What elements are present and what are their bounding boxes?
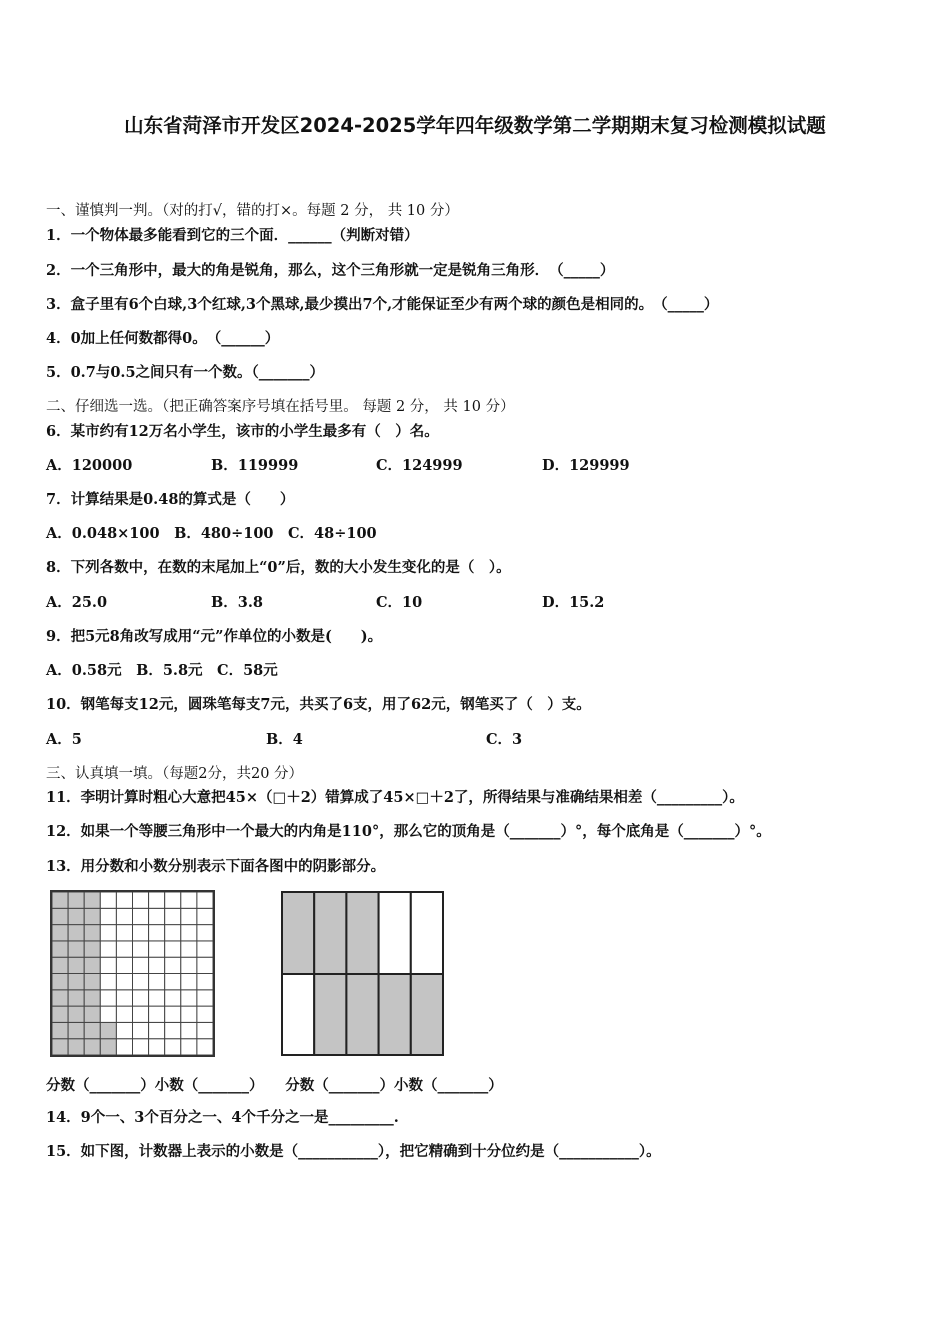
grid-cell-shaded: [84, 974, 100, 990]
grid-cell: [116, 974, 132, 990]
section3-header: 三、认真填一填。（每题2分，共20 分）: [46, 766, 304, 782]
grid-cell: [133, 1022, 149, 1038]
question-7: 7．计算结果是0.48的算式是（ ）: [46, 491, 295, 508]
grid-cell: [181, 1022, 197, 1038]
grid-cell-shaded: [100, 1022, 116, 1038]
grid-cell-shaded: [84, 925, 100, 941]
grid-cell-shaded: [100, 1039, 116, 1055]
grid-cell: [133, 974, 149, 990]
grid-cell: [133, 892, 149, 908]
ten-part-rectangle-figure: [280, 890, 445, 1057]
q13-answer-blanks: 分数（_______）小数（_______） 分数（_______）小数（_______）: [46, 1077, 503, 1094]
grid-cell-shaded: [52, 925, 68, 941]
grid-cell: [149, 892, 165, 908]
rect-part-shaded: [379, 974, 411, 1055]
rect-part-shaded: [346, 974, 378, 1055]
grid-cell: [165, 925, 181, 941]
question-10: 10．钢笔每支12元，圆珠笔每支7元，共买了6支，用了62元，钢笔买了（ ）支。: [46, 696, 591, 713]
grid-cell-shaded: [52, 957, 68, 973]
grid-cell: [133, 925, 149, 941]
question-6: 6．某市约有12万名小学生，该市的小学生最多有（ ）名。: [46, 423, 439, 440]
grid-cell: [149, 908, 165, 924]
q6-option-b: B．119999: [211, 457, 299, 474]
q8-option-c: C．10: [376, 594, 423, 611]
grid-cell-shaded: [84, 990, 100, 1006]
grid-cell-shaded: [68, 957, 84, 973]
grid-cell: [181, 892, 197, 908]
grid-cell: [133, 941, 149, 957]
grid-cell: [100, 925, 116, 941]
grid-cell: [149, 925, 165, 941]
grid-cell: [197, 990, 213, 1006]
grid-cell-shaded: [52, 941, 68, 957]
grid-cell: [149, 1022, 165, 1038]
grid-cell: [197, 941, 213, 957]
grid-cell: [181, 908, 197, 924]
question-3: 3．盒子里有6个白球,3个红球,3个黑球,最少摸出7个,才能保证至少有两个球的颜色是相同的。 （_____）: [46, 296, 719, 313]
grid-cell-shaded: [68, 1022, 84, 1038]
question-1: 1．一个物体最多能看到它的三个面．______（判断对错）: [46, 227, 419, 244]
grid-cell-shaded: [52, 1006, 68, 1022]
grid-cell: [116, 1022, 132, 1038]
grid-cell: [149, 941, 165, 957]
grid-cell-shaded: [68, 941, 84, 957]
rect-part: [411, 892, 443, 974]
grid-cell: [149, 1039, 165, 1055]
question-8: 8．下列各数中，在数的末尾加上“0”后，数的大小发生变化的是（ ）。: [46, 559, 511, 576]
q6-option-a: A．120000: [46, 457, 133, 474]
grid-cell: [197, 1039, 213, 1055]
grid-cell: [100, 941, 116, 957]
grid-cell: [165, 1022, 181, 1038]
grid-cell: [100, 908, 116, 924]
grid-cell: [197, 1022, 213, 1038]
grid-cell: [165, 892, 181, 908]
grid-cell: [133, 957, 149, 973]
grid-cell: [149, 957, 165, 973]
grid-cell: [165, 908, 181, 924]
grid-cell-shaded: [84, 957, 100, 973]
grid-cell-shaded: [84, 1006, 100, 1022]
grid-cell: [165, 1006, 181, 1022]
grid-cell: [181, 974, 197, 990]
grid-cell-shaded: [68, 925, 84, 941]
grid-cell: [149, 990, 165, 1006]
grid-cell-shaded: [84, 1022, 100, 1038]
hundred-grid-svg: [52, 892, 213, 1055]
grid-cell-shaded: [84, 941, 100, 957]
q7-options: A．0.048×100 B．480÷100 C．48÷100: [46, 525, 377, 542]
grid-cell: [197, 925, 213, 941]
ten-part-rectangle-svg: [280, 890, 445, 1057]
rect-part-shaded: [314, 974, 346, 1055]
question-11: 11．李明计算时粗心大意把45×（□＋2）错算成了45×□＋2了，所得结果与准确结果相差（_________）。: [46, 789, 744, 806]
grid-cell: [116, 941, 132, 957]
grid-cell: [116, 957, 132, 973]
grid-cell: [181, 990, 197, 1006]
grid-cell-shaded: [52, 1022, 68, 1038]
grid-cell: [133, 990, 149, 1006]
grid-cell: [197, 957, 213, 973]
section1-header: 一、谨慎判一判。（对的打√，错的打×。每题 2 分， 共 10 分）: [46, 203, 459, 219]
grid-cell: [100, 974, 116, 990]
rect-part: [282, 974, 314, 1055]
grid-cell-shaded: [52, 990, 68, 1006]
grid-cell: [197, 1006, 213, 1022]
section2-header: 二、仔细选一选。（把正确答案序号填在括号里。 每题 2 分， 共 10 分）: [46, 399, 515, 415]
question-15: 15．如下图，计数器上表示的小数是（___________），把它精确到十分位约是（___________）。: [46, 1143, 661, 1160]
question-13: 13．用分数和小数分别表示下面各图中的阴影部分。: [46, 858, 386, 875]
grid-cell: [116, 908, 132, 924]
question-14: 14．9个一、3个百分之一、4个千分之一是_________.: [46, 1109, 399, 1126]
grid-cell-shaded: [84, 908, 100, 924]
grid-cell: [181, 925, 197, 941]
grid-cell-shaded: [68, 1039, 84, 1055]
grid-cell-shaded: [84, 892, 100, 908]
grid-cell: [197, 974, 213, 990]
grid-cell: [181, 1039, 197, 1055]
grid-cell: [165, 957, 181, 973]
grid-cell: [181, 1006, 197, 1022]
rect-part-shaded: [282, 892, 314, 974]
rect-part-shaded: [314, 892, 346, 974]
question-12: 12．如果一个等腰三角形中一个最大的内角是110°，那么它的顶角是（_______）°，每个底角是（_______）°。: [46, 823, 771, 840]
q8-option-d: D．15.2: [542, 594, 605, 611]
grid-cell: [100, 892, 116, 908]
grid-cell: [116, 1006, 132, 1022]
grid-cell: [116, 1039, 132, 1055]
q10-option-a: A．5: [46, 731, 82, 748]
q6-option-c: C．124999: [376, 457, 463, 474]
q10-option-c: C．3: [486, 731, 523, 748]
grid-cell-shaded: [68, 908, 84, 924]
grid-cell-shaded: [68, 990, 84, 1006]
q6-option-d: D．129999: [542, 457, 630, 474]
grid-cell: [165, 974, 181, 990]
q8-option-b: B．3.8: [211, 594, 263, 611]
grid-cell-shaded: [84, 1039, 100, 1055]
grid-cell: [116, 892, 132, 908]
grid-cell: [165, 1039, 181, 1055]
q8-option-a: A．25.0: [46, 594, 108, 611]
page-title: 山东省菏泽市开发区2024-2025学年四年级数学第二学期期末复习检测模拟试题: [124, 114, 826, 137]
grid-cell-shaded: [52, 974, 68, 990]
grid-cell: [133, 1039, 149, 1055]
grid-cell: [116, 990, 132, 1006]
q10-option-b: B．4: [266, 731, 303, 748]
grid-cell-shaded: [68, 1006, 84, 1022]
question-4: 4．0加上任何数都得0。 （______）: [46, 330, 280, 347]
grid-cell: [197, 908, 213, 924]
grid-cell: [149, 1006, 165, 1022]
grid-cell: [133, 1006, 149, 1022]
grid-cell: [197, 892, 213, 908]
grid-cell-shaded: [68, 974, 84, 990]
grid-cell: [100, 990, 116, 1006]
grid-cell: [165, 990, 181, 1006]
grid-cell: [100, 957, 116, 973]
question-2: 2．一个三角形中，最大的角是锐角，那么，这个三角形就一定是锐角三角形． （_____）: [46, 262, 615, 279]
grid-cell: [100, 1006, 116, 1022]
grid-cell-shaded: [68, 892, 84, 908]
question-9: 9．把5元8角改写成用“元”作单位的小数是( )。: [46, 628, 383, 645]
rect-part-shaded: [411, 974, 443, 1055]
question-5: 5．0.7与0.5之间只有一个数。（_______）: [46, 364, 325, 381]
grid-cell: [165, 941, 181, 957]
grid-cell: [133, 908, 149, 924]
rect-part-shaded: [346, 892, 378, 974]
grid-cell-shaded: [52, 892, 68, 908]
grid-cell: [181, 941, 197, 957]
grid-cell: [181, 957, 197, 973]
grid-cell: [116, 925, 132, 941]
rect-part: [379, 892, 411, 974]
q9-options: A．0.58元 B．5.8元 C．58元: [46, 662, 278, 679]
hundred-grid-figure: [50, 890, 215, 1057]
grid-cell-shaded: [52, 1039, 68, 1055]
grid-cell-shaded: [52, 908, 68, 924]
grid-cell: [149, 974, 165, 990]
